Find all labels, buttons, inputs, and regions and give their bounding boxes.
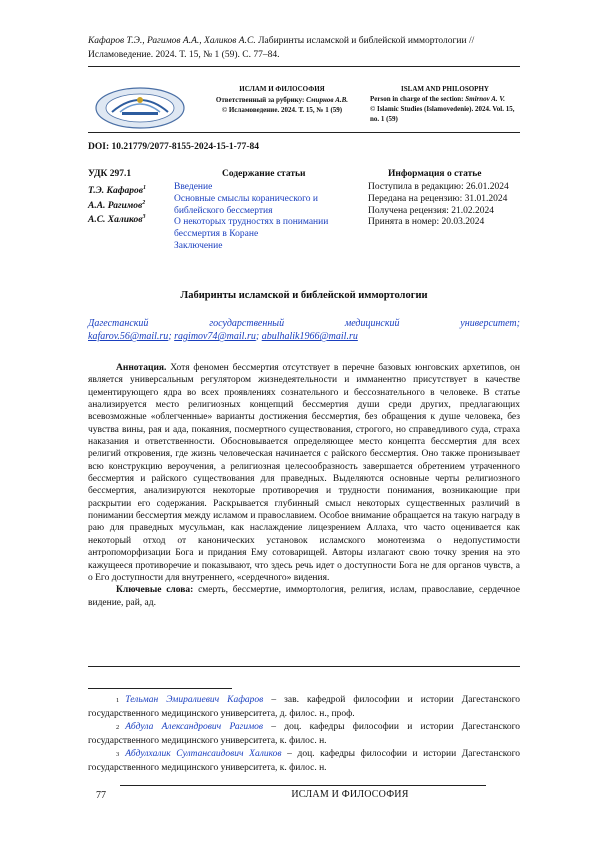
responsible-name-en: Smirnov A. V. <box>465 95 505 103</box>
footnote-author-name: Тельман Эмиралиевич Кафаров <box>125 695 263 705</box>
author-name: Т.Э. Кафаров <box>88 186 143 196</box>
running-header-source: Исламоведение. 2024. Т. 15, № 1 (59). С. 77–84. <box>88 50 279 60</box>
affiliation: Дагестанский государственный медицинский университет; <box>88 316 520 331</box>
toc-link-conclusion[interactable]: Заключение <box>174 241 366 253</box>
author-footnote-ref: 1 <box>143 185 146 191</box>
journal-emblem-icon <box>92 82 188 130</box>
section-title-en: ISLAM AND PHILOSOPHY <box>370 84 520 94</box>
footnote-rule <box>88 688 232 689</box>
abstract <box>88 362 520 609</box>
footer-section-title: ИСЛАМ И ФИЛОСОФИЯ <box>214 789 486 800</box>
footnote-number: 1 <box>116 697 119 704</box>
footnote-text: – доц. кафедры философии и истории Дагестанского государственного медицинского университета, к. филос. н. <box>88 749 520 773</box>
abstract-label: Аннотация. <box>116 363 166 373</box>
running-header <box>88 34 520 62</box>
section-responsible-ru <box>198 95 366 106</box>
author-footnote-ref: 3 <box>143 214 146 220</box>
toc-link-difficulties[interactable]: О некоторых трудностях в понимании бессмертия в Коране <box>174 217 366 241</box>
journal-header-divider <box>88 132 520 133</box>
footnote-author-name: Абдула Александрович Рагимов <box>125 722 263 732</box>
contents-heading: Содержание статьи <box>222 169 306 179</box>
review-received-date: Получена рецензия: 21.02.2024 <box>368 206 528 218</box>
running-header-authors: Кафаров Т.Э., Рагимов А.А., Халиков А.С. <box>88 36 256 46</box>
footnote-item <box>88 748 520 775</box>
keywords-text: смерть, бессмертие, иммортология, религия, ислам, православие, сердечное видение, рай, ад. <box>88 585 520 607</box>
copyright-en: © Islamic Studies (Islamovedenie). 2024. Vol. 15, no. 1 (59) <box>370 104 520 124</box>
footnotes <box>88 694 520 775</box>
author-item <box>88 183 146 198</box>
footer-rule <box>120 785 486 786</box>
udk: УДК 297.1 <box>88 169 131 179</box>
article-title: Лабиринты исламской и библейской иммортологии <box>88 290 520 301</box>
footnote-item <box>88 694 520 721</box>
abstract-divider <box>88 666 520 667</box>
footnote-item <box>88 721 520 748</box>
responsible-label-ru: Ответственный за рубрику: <box>216 96 306 104</box>
email-link-khalikov[interactable]: abulhalik1966@mail.ru <box>262 331 358 342</box>
footnote-number: 3 <box>116 751 119 758</box>
sent-for-review-date: Передана на рецензию: 31.01.2024 <box>368 194 528 206</box>
journal-header-en <box>370 84 520 124</box>
author-item <box>88 198 146 213</box>
footnote-text: – доц. кафедры философии и истории Дагестанского государственного медицинского университета, к. филос. н. <box>88 722 520 746</box>
author-footnote-ref: 2 <box>142 200 145 206</box>
received-date: Поступила в редакцию: 26.01.2024 <box>368 182 528 194</box>
article-info <box>368 182 528 229</box>
responsible-name-ru: Смирнов А.В. <box>306 96 348 104</box>
author-emails: kafarov.56@mail.ru; ragimov74@mail.ru; abulhalik1966@mail.ru <box>88 331 520 342</box>
doi: DOI: 10.21779/2077-8155-2024-15-1-77-84 <box>88 142 259 152</box>
running-header-title: Лабиринты исламской и библейской иммортологии // <box>256 36 475 46</box>
page-number: 77 <box>96 790 106 801</box>
article-info-heading: Информация о статье <box>388 169 481 179</box>
authors-list <box>88 183 146 227</box>
header-divider <box>88 66 520 67</box>
footnote-number: 2 <box>116 724 119 731</box>
email-link-kafarov[interactable]: kafarov.56@mail.ru <box>88 331 168 342</box>
journal-logo <box>92 82 188 130</box>
toc-link-introduction[interactable]: Введение <box>174 182 366 194</box>
footnote-text: – зав. кафедрой философии и истории Дагестанского государственного медицинского университета, д. филос. н., проф. <box>88 695 520 719</box>
accepted-date: Принята в номер: 20.03.2024 <box>368 217 528 229</box>
abstract-text: Хотя феномен бессмертия отсутствует в перечне базовых юнговских архетипов, он является универсальным регулятором жизнедеятельности и имманентно присутствует в качестве цементирующего ядра во всех проявлениях сознательного и бессознательного в человеке. В статье анализируется место религиозных концепций бессмертия души среди других, предлагающих всевозможные «облегченные» варианты достижения бессмертия, без обращения к душе человека, без чувства вины, рая и ада, покаяния, посмертного существования, строгого, но справедливого суда, страха наказания и ответственности. Обосновывается определяющее место концепта бессмертия для всех религий откровения, где жизнь человеческая начинается с райского бессмертия. Оно также пронизывает всю конструкцию вероучения, а религиозная целесообразность завершается обретением утраченного бессмертия и райского существования для праведных. Выделяются основные черты религиозного бессмертия, анализируются некоторые противоречия и трудности понимания, возникающие при раскрытии его содержания. Раскрывается глубинный смысл некоторых существенных различий в понимании бессмертия между исламом и православием. Особое внимание обращается на такую награду в раю для праведных мусульман, как наслаждение лицезрением Аллаха, что часто оценивается как некоторый отход от канонических установок исламского монотеизма о недопустимости антропоморфизации Бога и придания Ему сотоварищей. Авторы излагают свою точку зрения на это кажущееся противоречие и показывают, что здесь речь идет о доступности Бога не для органов чувств, а о Его доступности для внутреннего, «сердечного» видения. <box>88 363 520 583</box>
author-item <box>88 212 146 227</box>
footnote-author-name: Абдулхалик Султансаидович Халиков <box>125 749 281 759</box>
toc-link-main-meanings[interactable]: Основные смыслы коранического и библейского бессмертия <box>174 194 366 218</box>
section-responsible-en <box>370 94 520 104</box>
email-link-ragimov[interactable]: ragimov74@mail.ru <box>174 331 256 342</box>
article-contents <box>174 182 366 253</box>
author-name: А.С. Халиков <box>88 215 143 225</box>
responsible-label-en: Person in charge of the section: <box>370 95 465 103</box>
author-name: А.А. Рагимов <box>88 201 142 211</box>
journal-header-ru <box>198 84 366 116</box>
section-title-ru: ИСЛАМ И ФИЛОСОФИЯ <box>198 84 366 95</box>
keywords-label: Ключевые слова: <box>116 585 193 595</box>
copyright-ru: © Исламоведение. 2024. Т. 15, № 1 (59) <box>198 105 366 116</box>
